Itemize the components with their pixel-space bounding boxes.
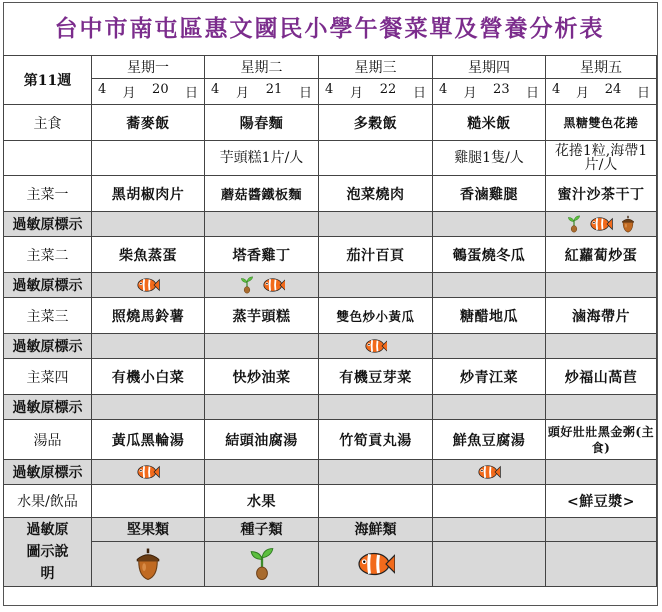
legend-label-line: 過敏原 xyxy=(26,522,69,538)
soup-row-label: 湯品 xyxy=(4,420,92,460)
allergy-cell xyxy=(92,212,205,237)
date-day: 23 xyxy=(493,82,510,97)
allergy-cell xyxy=(546,460,657,485)
dish-main2: 紅蘿蔔炒蛋 xyxy=(546,237,657,273)
date-month-unit: 月 xyxy=(575,86,589,101)
dish-main4: 快炒油菜 xyxy=(205,359,319,395)
dish-fruit xyxy=(433,485,546,518)
date-cell xyxy=(319,79,433,105)
dish-soup: 頭好壯壯黑金粥(主食) xyxy=(546,420,657,460)
dish-main3: 雙色炒小黃瓜 xyxy=(319,298,433,334)
date-cell xyxy=(546,79,657,105)
allergy-cell xyxy=(433,212,546,237)
date-day-unit: 日 xyxy=(412,86,426,101)
sprout-icon xyxy=(238,276,256,294)
allergy-icons xyxy=(546,215,656,233)
allergy-cell xyxy=(433,395,546,420)
dish-main2: 塔香雞丁 xyxy=(205,237,319,273)
day-name: 星期二 xyxy=(205,56,319,79)
allergy-cell xyxy=(205,395,319,420)
allergy-icons xyxy=(92,276,204,294)
legend-item-name: 種子類 xyxy=(205,518,319,542)
dish-fruit xyxy=(92,485,205,518)
main3-row-label: 主菜三 xyxy=(4,298,92,334)
allergy-row-label: 過敏原標示 xyxy=(4,334,92,359)
legend-label-line: 明 xyxy=(40,566,55,582)
day-name: 星期四 xyxy=(433,56,546,79)
dish-fruit: 水果 xyxy=(205,485,319,518)
dish-note xyxy=(92,141,205,176)
allergy-icons xyxy=(92,463,204,481)
allergy-icons xyxy=(319,337,432,355)
dish-soup: 結頭油腐湯 xyxy=(205,420,319,460)
allergy-cell xyxy=(433,334,546,359)
date-day-unit: 日 xyxy=(298,86,312,101)
date-month: 4 xyxy=(439,82,448,97)
dish-staple: 蕎麥飯 xyxy=(92,105,205,141)
allergy-cell xyxy=(92,334,205,359)
dish-fruit xyxy=(319,485,433,518)
staple-row-label: 主食 xyxy=(4,105,92,141)
allergy-cell xyxy=(319,212,433,237)
dish-main2: 鵪蛋燒冬瓜 xyxy=(433,237,546,273)
date-day-unit: 日 xyxy=(184,86,198,101)
dish-main2: 柴魚蒸蛋 xyxy=(92,237,205,273)
sprout-icon xyxy=(565,215,583,233)
date-month: 4 xyxy=(552,82,561,97)
dish-main4: 有機豆芽菜 xyxy=(319,359,433,395)
dish-main4: 炒青江菜 xyxy=(433,359,546,395)
acorn-icon xyxy=(619,215,637,233)
legend-label-line: 圖示說 xyxy=(26,544,69,560)
allergy-cell xyxy=(319,460,433,485)
dish-soup: 黃瓜黑輪湯 xyxy=(92,420,205,460)
dish-main3: 滷海帶片 xyxy=(546,298,657,334)
legend-item-icon xyxy=(92,542,205,587)
date-month: 4 xyxy=(211,82,220,97)
date-cell xyxy=(92,79,205,105)
allergy-cell xyxy=(205,460,319,485)
dish-main1: 黑胡椒肉片 xyxy=(92,176,205,212)
legend-item-icon xyxy=(205,542,319,587)
legend-label xyxy=(4,518,92,587)
page-title: 台中市南屯區惠文國民小學午餐菜單及營養分析表 xyxy=(3,3,656,56)
allergy-cell xyxy=(546,334,657,359)
dish-note xyxy=(319,141,433,176)
fish-icon xyxy=(477,463,500,481)
allergy-icons xyxy=(433,463,545,481)
date-day-unit: 日 xyxy=(636,86,650,101)
sprout-icon xyxy=(245,547,279,581)
main2-row-label: 主菜二 xyxy=(4,237,92,273)
menu-table xyxy=(3,55,657,587)
date-day: 21 xyxy=(265,82,283,97)
legend-empty xyxy=(433,542,546,587)
dish-main3: 蒸芋頭糕 xyxy=(205,298,319,334)
day-name: 星期三 xyxy=(319,56,433,79)
date-month-unit: 月 xyxy=(349,86,363,101)
fruit-row-label: 水果/飲品 xyxy=(4,485,92,518)
date-day: 24 xyxy=(604,82,622,97)
dish-main1: 蜜汁沙茶干丁 xyxy=(546,176,657,212)
legend-item-name: 堅果類 xyxy=(92,518,205,542)
legend-item-name: 海鮮類 xyxy=(319,518,433,542)
fish-icon xyxy=(136,276,159,294)
dish-main3: 糖醋地瓜 xyxy=(433,298,546,334)
dish-note: 芋頭糕1片/人 xyxy=(205,141,319,176)
date-month: 4 xyxy=(98,82,107,97)
allergy-cell xyxy=(205,212,319,237)
allergy-icons xyxy=(205,276,318,294)
main4-row-label: 主菜四 xyxy=(4,359,92,395)
allergy-cell xyxy=(433,460,546,485)
date-day-unit: 日 xyxy=(525,86,539,101)
date-day: 20 xyxy=(152,82,169,97)
dish-main4: 有機小白菜 xyxy=(92,359,205,395)
allergy-cell xyxy=(433,273,546,298)
fish-icon xyxy=(262,276,285,294)
dish-main1: 泡菜燒肉 xyxy=(319,176,433,212)
allergy-row-label: 過敏原標示 xyxy=(4,212,92,237)
fish-icon xyxy=(364,337,387,355)
dish-staple: 陽春麵 xyxy=(205,105,319,141)
dish-main3: 照燒馬鈴薯 xyxy=(92,298,205,334)
week-label: 第11週 xyxy=(4,56,92,105)
date-month-unit: 月 xyxy=(122,86,136,101)
legend-empty xyxy=(546,542,657,587)
day-name: 星期一 xyxy=(92,56,205,79)
fish-icon xyxy=(589,215,612,233)
allergy-row-label: 過敏原標示 xyxy=(4,460,92,485)
legend-empty xyxy=(433,518,546,542)
allergy-cell xyxy=(92,460,205,485)
dish-soup: 竹筍貢丸湯 xyxy=(319,420,433,460)
dish-soup: 鮮魚豆腐湯 xyxy=(433,420,546,460)
dish-main1: 香滷雞腿 xyxy=(433,176,546,212)
main1-row-label: 主菜一 xyxy=(4,176,92,212)
date-cell xyxy=(433,79,546,105)
allergy-cell xyxy=(546,273,657,298)
notes-row-label xyxy=(4,141,92,176)
allergy-cell xyxy=(92,273,205,298)
fish-icon xyxy=(356,549,395,579)
allergy-cell xyxy=(319,395,433,420)
allergy-row-label: 過敏原標示 xyxy=(4,273,92,298)
dish-staple: 糙米飯 xyxy=(433,105,546,141)
date-cell xyxy=(205,79,319,105)
allergy-cell xyxy=(546,395,657,420)
date-day: 22 xyxy=(379,82,397,97)
allergy-cell xyxy=(205,334,319,359)
legend-item-icon xyxy=(319,542,433,587)
allergy-cell xyxy=(92,395,205,420)
allergy-cell xyxy=(319,273,433,298)
allergy-cell xyxy=(205,273,319,298)
dish-staple: 多穀飯 xyxy=(319,105,433,141)
fish-icon xyxy=(136,463,159,481)
acorn-icon xyxy=(131,547,165,581)
dish-main1: 蘑菇醬鐵板麵 xyxy=(205,176,319,212)
dish-note: 雞腿1隻/人 xyxy=(433,141,546,176)
dish-main2: 茄汁百頁 xyxy=(319,237,433,273)
allergy-cell xyxy=(546,212,657,237)
date-month-unit: 月 xyxy=(463,86,477,101)
dish-main4: 炒福山萵苣 xyxy=(546,359,657,395)
dish-fruit: <鮮豆漿> xyxy=(546,485,657,518)
dish-note: 花捲1粒,海帶1片/人 xyxy=(546,141,657,176)
date-month: 4 xyxy=(325,82,334,97)
allergy-cell xyxy=(319,334,433,359)
allergy-row-label: 過敏原標示 xyxy=(4,395,92,420)
day-name: 星期五 xyxy=(546,56,657,79)
dish-staple: 黑糖雙色花捲 xyxy=(546,105,657,141)
date-month-unit: 月 xyxy=(235,86,249,101)
legend-empty xyxy=(546,518,657,542)
